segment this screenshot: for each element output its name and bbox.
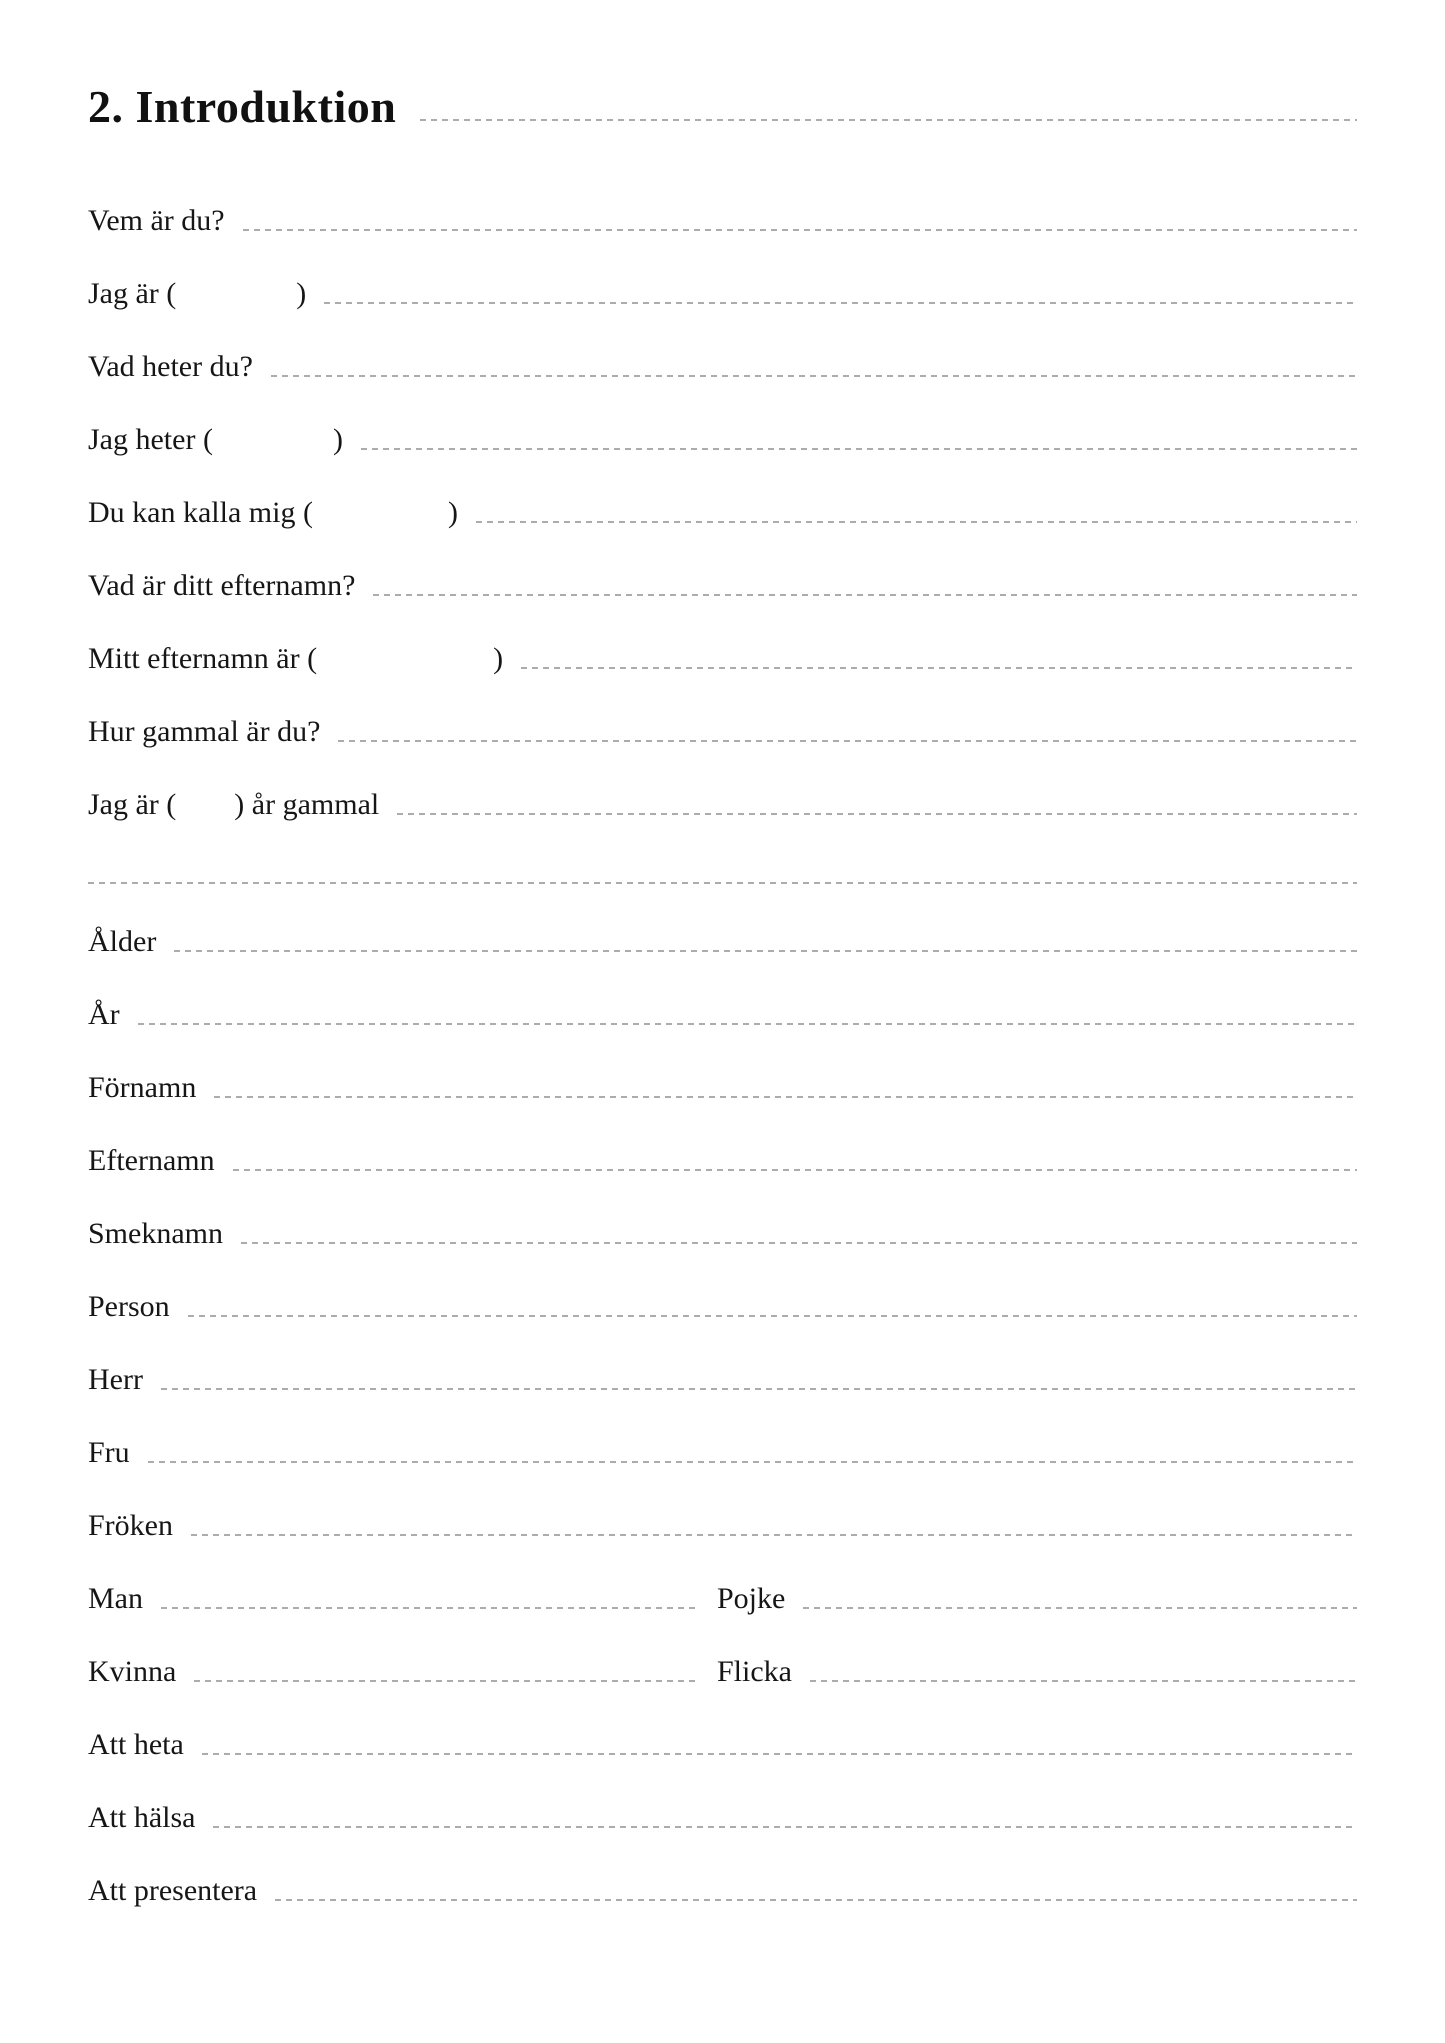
row-jag-ar xyxy=(88,236,1357,309)
row-label: Fröken xyxy=(88,1509,173,1542)
fill-in-line xyxy=(161,1388,1357,1390)
fill-in-line xyxy=(521,667,1357,669)
row-fru xyxy=(88,1395,1357,1468)
fill-in-line xyxy=(271,375,1357,377)
row-label-prefix: Du kan kalla mig ( xyxy=(88,496,313,529)
row-fornamn xyxy=(88,1030,1357,1103)
row-label: Ålder xyxy=(88,925,157,958)
row-label: Att heta xyxy=(88,1728,184,1761)
page-title: 2. Introduktion xyxy=(88,81,397,132)
row-label-suffix: ) xyxy=(447,496,458,529)
fill-in-line xyxy=(174,950,1357,952)
answer-blank xyxy=(213,454,333,455)
fill-in-line xyxy=(213,1826,1357,1828)
row-froken xyxy=(88,1468,1357,1541)
fill-in-line xyxy=(810,1680,1357,1682)
row-att-halsa xyxy=(88,1760,1357,1833)
left-column-entry xyxy=(88,1584,700,1614)
row-kvinna-flicka xyxy=(88,1614,1357,1687)
row-att-heta xyxy=(88,1687,1357,1760)
row-label: Flicka xyxy=(717,1655,792,1688)
fill-in-line xyxy=(476,521,1357,523)
fill-in-line xyxy=(373,594,1357,596)
row-label: Att hälsa xyxy=(88,1801,196,1834)
row-label-prefix: Jag heter ( xyxy=(88,423,213,456)
row-label: Person xyxy=(88,1290,170,1323)
row-vem-ar-du xyxy=(88,163,1357,236)
row-jag-heter xyxy=(88,382,1357,455)
row-smeknamn xyxy=(88,1176,1357,1249)
fill-in-line xyxy=(803,1607,1357,1609)
row-label: Smeknamn xyxy=(88,1217,223,1250)
row-label: År xyxy=(88,998,120,1031)
answer-blank xyxy=(176,819,234,820)
fill-in-line xyxy=(275,1899,1357,1901)
row-label: Förnamn xyxy=(88,1071,197,1104)
answer-blank xyxy=(317,673,493,674)
row-label: Efternamn xyxy=(88,1144,215,1177)
row-efternamn xyxy=(88,1103,1357,1176)
row-alder xyxy=(88,884,1357,957)
fill-in-line xyxy=(188,1315,1357,1317)
row-label: Fru xyxy=(88,1436,130,1469)
row-person xyxy=(88,1249,1357,1322)
fill-in-line xyxy=(191,1534,1357,1536)
fill-in-line xyxy=(138,1023,1357,1025)
fill-in-line xyxy=(161,1607,700,1609)
row-label: Man xyxy=(88,1582,143,1615)
row-label: Kvinna xyxy=(88,1655,177,1688)
fill-in-line xyxy=(324,302,1357,304)
row-man-pojke xyxy=(88,1541,1357,1614)
fill-in-line xyxy=(202,1753,1357,1755)
row-jag-ar-ar-gammal xyxy=(88,747,1357,820)
row-label-suffix: ) xyxy=(493,642,504,675)
fill-in-line xyxy=(397,813,1357,815)
row-label-suffix: ) xyxy=(296,277,307,310)
row-vad-ar-ditt-efternamn xyxy=(88,528,1357,601)
answer-blank xyxy=(176,308,296,309)
answer-blank xyxy=(313,527,448,528)
row-label-prefix: Jag är ( xyxy=(88,788,177,821)
row-label: Herr xyxy=(88,1363,143,1396)
row-ar xyxy=(88,957,1357,1030)
right-column-entry xyxy=(717,1657,1357,1687)
dotted-rule xyxy=(420,119,1357,121)
row-mitt-efternamn-ar xyxy=(88,601,1357,674)
row-label-prefix: Jag är ( xyxy=(88,277,177,310)
right-column-entry xyxy=(717,1584,1357,1614)
row-label: Vad heter du? xyxy=(88,350,253,383)
fill-in-line xyxy=(361,448,1357,450)
row-label: Vad är ditt efternamn? xyxy=(88,569,356,602)
row-label-prefix: Mitt efternamn är ( xyxy=(88,642,318,675)
fill-in-line xyxy=(338,740,1357,742)
fill-in-line xyxy=(233,1169,1357,1171)
row-label-suffix: ) xyxy=(332,423,343,456)
row-du-kan-kalla-mig xyxy=(88,455,1357,528)
row-att-presentera xyxy=(88,1833,1357,1906)
fill-in-line xyxy=(243,229,1357,231)
section-header xyxy=(88,81,1357,132)
fill-in-line xyxy=(148,1461,1357,1463)
fill-in-line xyxy=(241,1242,1357,1244)
row-herr xyxy=(88,1322,1357,1395)
row-hur-gammal-ar-du xyxy=(88,674,1357,747)
fill-in-line xyxy=(214,1096,1357,1098)
row-label: Vem är du? xyxy=(88,204,225,237)
row-vad-heter-du xyxy=(88,309,1357,382)
fill-in-line xyxy=(194,1680,700,1682)
row-label: Pojke xyxy=(717,1582,786,1615)
row-label: Att presentera xyxy=(88,1874,258,1907)
left-column-entry xyxy=(88,1657,700,1687)
row-label: Hur gammal är du? xyxy=(88,715,321,748)
row-label-suffix: ) år gammal xyxy=(234,788,380,821)
